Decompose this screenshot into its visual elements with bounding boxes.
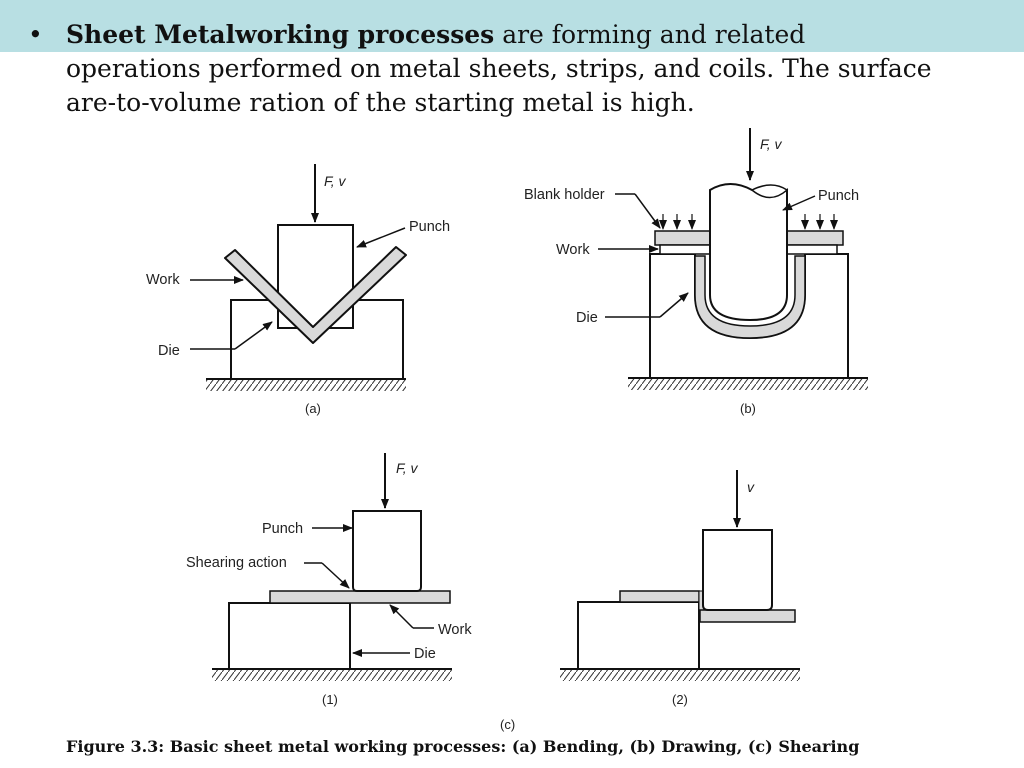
subfigure-label-b: (b)	[740, 401, 756, 416]
punch-label-a: Punch	[409, 219, 451, 235]
work-sheet-c1	[270, 591, 450, 603]
blank-holder-leader-b-2	[635, 194, 660, 228]
subfigure-label-c1: (1)	[322, 692, 338, 707]
flange-left-b	[660, 245, 710, 254]
shearing-action-label-c1: Shearing action	[186, 555, 287, 571]
bullet-bold-term: Sheet Metalworking processes	[66, 20, 495, 49]
subfigure-label-a: (a)	[305, 401, 321, 416]
punch-c2	[703, 530, 772, 610]
die-label-c1: Die	[414, 646, 436, 662]
punch-b	[710, 184, 787, 320]
force-label-c2: v	[747, 479, 754, 495]
figure-caption: Figure 3.3: Basic sheet metal working processes: (a) Bending, (b) Drawing, (c) Shearing	[66, 737, 860, 756]
subfigure-label-c2: (2)	[672, 692, 688, 707]
force-label-b: F, v	[760, 136, 782, 152]
shearing-diagram-2	[560, 470, 800, 707]
subfigure-label-c: (c)	[500, 717, 516, 732]
drawing-diagram	[524, 128, 868, 416]
die-c2	[578, 602, 699, 669]
shearing-diagram-1	[186, 453, 472, 707]
force-label-c1: F, v	[396, 460, 418, 476]
flange-right-b	[787, 245, 837, 254]
ground-hatch-b	[628, 378, 868, 390]
die-label-b: Die	[576, 310, 598, 326]
punch-label-c1: Punch	[262, 521, 304, 537]
bending-diagram	[146, 164, 450, 416]
blank-holder-left-b	[655, 231, 710, 245]
ground-hatch-c2	[560, 669, 800, 681]
work-left-c2	[620, 591, 699, 602]
bullet-description: are forming and related operations performed on metal sheets, strips, and coils. The surface are-to-volume ration of the starting metal is high.	[66, 20, 932, 117]
force-label-a: F, v	[324, 173, 346, 189]
punch-c1	[353, 511, 421, 591]
shearing-leader-c1-2	[322, 563, 349, 588]
punch-leader-a	[357, 228, 405, 247]
work-label-a: Work	[146, 272, 180, 288]
die-label-a: Die	[158, 343, 180, 359]
ground-hatch-a	[206, 379, 406, 391]
work-right-c2	[700, 610, 795, 622]
die-c1	[229, 603, 350, 669]
bullet-symbol: •	[28, 20, 43, 49]
work-label-b: Work	[556, 242, 590, 258]
ground-hatch-c1	[212, 669, 452, 681]
punch-label-b: Punch	[818, 188, 860, 204]
work-label-c1: Work	[438, 622, 472, 638]
blank-holder-label-b: Blank holder	[524, 187, 605, 203]
blank-holder-right-b	[787, 231, 843, 245]
work-leader-c1-2	[390, 605, 413, 628]
